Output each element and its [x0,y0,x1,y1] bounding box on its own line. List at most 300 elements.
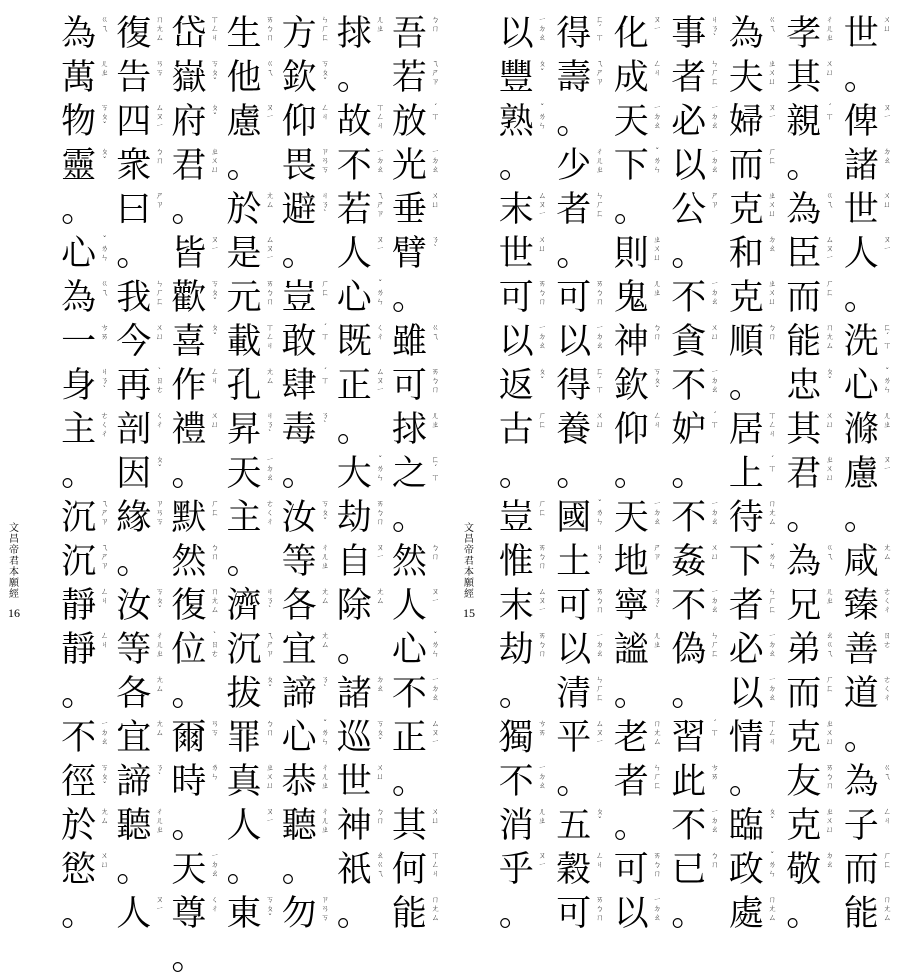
character: 神 [613,322,649,362]
phonetic-guide: ㄨ ㄩ [431,807,440,825]
phonetic-guide: ㄅ ㄇ [653,323,662,341]
character-cell [726,320,778,364]
character: 。 [498,674,534,714]
character: 克 [786,806,822,846]
character: 順 [728,322,764,362]
character-cell [389,848,441,892]
text-column [666,12,724,934]
character-cell [224,672,276,716]
phonetic-guide: ㄌ ㄣ [210,763,219,781]
character-cell [841,56,893,100]
character: 。 [61,674,97,714]
character: 人 [336,234,372,274]
character: 。 [613,190,649,230]
phonetic-guide: ㄎ ㄆ ˇ [100,103,109,130]
character-cell [114,540,166,584]
phonetic-guide: ㄆ ˇ [595,807,604,825]
character: 仰 [281,102,317,142]
character-cell [169,936,221,980]
phonetic-guide: ˋ ㄖ ㄜ [155,367,164,394]
phonetic-guide: ㄆ ˇ [210,103,219,121]
phonetic-guide: ㄅ ㄇ [155,147,164,165]
character-cell [389,408,441,452]
character-cell [114,276,166,320]
phonetic-guide: ㄐ ㄋ ˋ [321,191,330,218]
text-column [278,12,333,934]
character: 下 [613,146,649,186]
character: 心 [281,718,317,758]
phonetic-guide: ㄧ ㄉ ㄠ [710,147,719,174]
character-cell [669,320,721,364]
character-cell [841,144,893,188]
character-cell [114,584,166,628]
character-cell [59,452,111,496]
character: 雖 [391,322,427,362]
phonetic-guide: ㄧ ㄉ ㄠ [595,323,604,350]
character: 處 [728,894,764,934]
character: 人 [391,586,427,626]
character: 為 [61,278,97,318]
character-cell [334,12,386,56]
character: 。 [843,718,879,758]
character-cell [669,804,721,848]
character-cell [554,892,606,936]
phonetic-guide: ㄦ ㄓ [825,587,834,605]
character: 何 [391,850,427,890]
character-cell [389,232,441,276]
character: 心 [336,278,372,318]
character-cell [334,232,386,276]
character-cell [726,672,778,716]
character-cell [334,56,386,100]
phonetic-guide: ㄦ ㄓ [431,411,440,429]
character: 各 [116,674,152,714]
character: 而 [843,850,879,890]
character-cell [784,320,836,364]
character: 妒 [671,410,707,450]
phonetic-guide: ㄙ ㄡ ㄧ [266,235,274,262]
phonetic-guide: ㄧ ㄉ ㄠ [710,499,719,526]
phonetic-guide: ㄉ ㄠ [376,675,385,693]
character-cell [389,452,441,496]
character-cell [279,804,331,848]
character-cell [669,584,721,628]
phonetic-guide: ㄎ ㄆ ˇ [376,719,385,746]
phonetic-guide: ㄅ ㄇ [376,807,385,825]
character: 以 [498,322,534,362]
character-cell [784,760,836,804]
character-cell [784,716,836,760]
character-cell [114,188,166,232]
character-cell [554,848,606,892]
phonetic-guide: ㄡ ㄧ [431,587,440,605]
character-cell [334,760,386,804]
character: 諦 [116,762,152,802]
character: 可 [613,850,649,890]
character: 孔 [226,366,262,406]
page-16 [0,0,457,978]
character-cell [554,496,606,540]
character: 不 [671,586,707,626]
character: 除 [336,586,372,626]
text-column [609,12,667,934]
phonetic-guide: ㄟ ㄕ ㄗ [100,543,109,570]
character: 聽 [116,806,152,846]
character: 以 [613,894,649,934]
character: 吾 [391,14,427,54]
character-cell [114,804,166,848]
phonetic-guide: ㄅ ㄇ [431,543,440,561]
character-cell [669,628,721,672]
character: 默 [171,498,207,538]
phonetic-guide: ㄔ ㄦ ㄓ [155,807,164,834]
phonetic-guide: ㄙ ㄡ ㄧ [538,191,547,218]
phonetic-guide: ㄧ ㄉ ㄠ [710,279,719,306]
character-cell [611,628,663,672]
character: 政 [728,850,764,890]
character: 天 [226,454,262,494]
phonetic-guide: ㄕ ㄗ [653,543,662,561]
text-column [112,12,167,934]
character: 世 [498,234,534,274]
character-cell [114,100,166,144]
character: 待 [728,498,764,538]
character: 諦 [281,674,317,714]
character-cell [334,848,386,892]
phonetic-guide: ㄍ ㄟ [825,191,834,209]
character: 若 [391,58,427,98]
character-cell [59,276,111,320]
phonetic-guide: ㄍ ㄟ [825,543,834,561]
character-cell [224,188,276,232]
character: 宜 [116,718,152,758]
character-cell [611,452,663,496]
character: 時 [171,762,207,802]
character: 孝 [786,14,822,54]
phonetic-guide: ㄧ ㄉ ㄠ [710,103,719,130]
character-cell [169,232,221,276]
character: 為 [786,190,822,230]
phonetic-guide: ㄑ ㄔ [376,323,385,341]
character: 不 [391,674,427,714]
character: 昇 [226,410,262,450]
character: 和 [728,234,764,274]
phonetic-guide: ㄓ ㄨ ㄩ [266,763,274,790]
character: 能 [786,322,822,362]
phonetic-guide: ㄏ ㄈ [825,675,834,693]
phonetic-guide: ˊ ㄒ [321,323,330,341]
character: 然 [171,542,207,582]
character: 。 [843,58,879,98]
character-cell [554,12,606,56]
character: 克 [728,190,764,230]
character: 。 [498,894,534,934]
phonetic-guide: ㄤ ㄙ [266,191,274,209]
character: 東 [226,894,262,934]
character-cell [726,56,778,100]
character-cell [784,188,836,232]
character-cell [611,276,663,320]
character-cell [114,56,166,100]
character-cell [224,452,276,496]
character: 偽 [671,630,707,670]
character: 欽 [281,58,317,98]
character-cell [279,672,331,716]
character-cell [224,716,276,760]
character: 。 [843,278,879,318]
character-cell [169,848,221,892]
character: 。 [728,762,764,802]
phonetic-guide: ㄦ ㄓ [100,59,109,77]
phonetic-guide: ㄤ ㄙ [376,587,385,605]
page-footer [463,523,475,621]
character: 夫 [728,58,764,98]
character: 正 [391,718,427,758]
phonetic-guide: ˇ ㄌ ㄣ [595,499,604,526]
character-cell [784,364,836,408]
character-cell [669,540,721,584]
character-cell [611,144,663,188]
phonetic-guide: ㄇ ㄤ ㄙ [155,15,164,42]
phonetic-guide: ㄡ ㄧ [266,807,274,825]
character-cell [554,276,606,320]
phonetic-guide: ˇ ㄌ ㄣ [376,455,385,482]
character-cell [726,144,778,188]
character: 心 [61,234,97,274]
character-cell [726,12,778,56]
character-cell [784,540,836,584]
phonetic-guide: ㄞ ㄅ ㄇ [825,763,834,790]
phonetic-guide: ㄓ ㄨ ㄩ [825,807,834,834]
character: 沉 [226,630,262,670]
character: 。 [498,454,534,494]
phonetic-guide: ㄍ ㄟ [883,763,892,781]
phonetic-guide: ㄍ ㄟ [266,59,274,77]
phonetic-guide: ㄥ ㄐ [100,587,109,605]
character-cell [726,584,778,628]
character-cell [389,628,441,672]
character-cell [59,628,111,672]
phonetic-guide: ㄐ ㄋ ˋ [100,367,109,394]
character-cell [169,144,221,188]
character-cell [279,320,331,364]
character-cell [224,364,276,408]
character-cell [726,276,778,320]
character: 世 [843,14,879,54]
character: 。 [843,498,879,538]
character: 為 [843,762,879,802]
character: 天 [613,102,649,142]
character: 穀 [556,850,592,890]
character: 慮 [843,454,879,494]
phonetic-guide: ㄗ ㄢ ㄎ [155,499,164,526]
phonetic-guide: ˇ ㄌ ㄣ [100,235,109,262]
character: 臂 [391,234,427,274]
character-cell [611,56,663,100]
character: 恭 [281,762,317,802]
character: 諸 [843,146,879,186]
character: 尊 [171,894,207,934]
character-cell [334,364,386,408]
phonetic-guide: ㄤ ㄙ [883,543,892,561]
character-cell [169,584,221,628]
character-cell [496,56,548,100]
character: 為 [728,14,764,54]
phonetic-guide: ㄨ ㄩ [210,411,219,429]
phonetic-guide: ㄤ ㄙ [321,587,330,605]
character: 等 [116,630,152,670]
character-cell [554,408,606,452]
phonetic-guide: ˇ ㄌ ㄣ [768,543,777,570]
phonetic-guide: ㄧ ㄉ ㄠ [538,15,547,42]
character-cell [784,672,836,716]
phonetic-guide: ㄇ ㄤ ㄙ [768,895,777,922]
character: 。 [226,542,262,582]
character-cell [841,100,893,144]
phonetic-guide: ㄤ ㄙ [321,631,330,649]
character: 。 [671,674,707,714]
phonetic-guide: ㄞ ㄅ ㄇ [266,279,274,306]
character: 婦 [728,102,764,142]
character-cell [496,188,548,232]
phonetic-guide: ㄡ ㄧ [883,235,892,253]
character: 慾 [61,850,97,890]
character: 清 [556,674,592,714]
character-cell [496,232,548,276]
character: 成 [613,58,649,98]
character-cell [496,144,548,188]
character-cell [59,144,111,188]
phonetic-guide: ㄦ ㄓ [538,807,547,825]
character-cell [114,364,166,408]
character-cell [841,804,893,848]
phonetic-guide: ㄏ ㄈ [210,499,219,517]
character-cell [59,408,111,452]
character-cell [669,188,721,232]
character-cell [726,628,778,672]
character-cell [279,628,331,672]
character-cell [496,452,548,496]
character: 世 [843,190,879,230]
character-cell [334,672,386,716]
phonetic-guide: ㄞ ㄅ ㄇ [653,851,662,878]
character-cell [841,188,893,232]
phonetic-guide: ㄧ ㄉ ㄠ [431,147,440,174]
character-cell [334,408,386,452]
phonetic-guide: ㄍ ㄟ [100,15,109,33]
character-cell [496,276,548,320]
character: 豈 [498,498,534,538]
character-cell [554,100,606,144]
character: 載 [226,322,262,362]
character-cell [554,628,606,672]
character: 者 [556,190,592,230]
character-cell [669,12,721,56]
character: 豈 [281,278,317,318]
character: 。 [391,498,427,538]
character: 毒 [281,410,317,450]
character: 不 [498,762,534,802]
character-cell [841,672,893,716]
character: 濟 [226,586,262,626]
character-cell [224,12,276,56]
character-cell [611,760,663,804]
character: 之 [391,454,427,494]
character-cell [841,364,893,408]
character: 畏 [281,146,317,186]
phonetic-guide: ㄣ ㄏ ㄈ [321,15,330,42]
character-cell [389,760,441,804]
character-cell [114,892,166,936]
character: 衆 [116,146,152,186]
character-cell [59,584,111,628]
character: 。 [391,762,427,802]
page-footer [8,523,20,621]
phonetic-guide: ㄋ ˋ [321,411,330,429]
character-cell [726,540,778,584]
character: 得 [556,366,592,406]
phonetic-guide: ㄨ ㄩ [883,191,892,209]
phonetic-guide: ˋ ㄖ ㄜ [210,631,219,658]
phonetic-guide: ˇ ㄌ ㄣ [653,147,662,174]
character-cell [554,760,606,804]
character-cell [389,100,441,144]
character-cell [169,188,221,232]
character-cell [726,100,778,144]
character: 祇 [336,850,372,890]
character: 而 [786,674,822,714]
character: 。 [281,234,317,274]
phonetic-guide: ㄧ ㄉ ㄠ [768,631,777,658]
character-cell [224,232,276,276]
character-cell [279,12,331,56]
phonetic-guide: ㄨ ㄩ [155,323,164,341]
phonetic-guide: ㄏ ㄈ [768,147,777,165]
character-cell [334,804,386,848]
character: 拔 [226,674,262,714]
phonetic-guide: ㄣ ㄏ ㄈ [768,587,777,614]
character: 汝 [281,498,317,538]
character-cell [114,716,166,760]
phonetic-guide: ㄍ ㄟ [431,323,440,341]
phonetic-guide: ㄎ ㄆ ˇ [266,895,274,922]
character-cell [224,496,276,540]
phonetic-guide: ㄎ ㄆ ˇ [100,763,109,790]
phonetic-guide: ㄉ ㄠ [825,851,834,869]
character: 告 [116,58,152,98]
character: 天 [613,498,649,538]
phonetic-guide: ㄐ ㄋ ˋ [595,543,604,570]
character-cell [224,540,276,584]
character: 人 [116,894,152,934]
character-cell [841,760,893,804]
character: 再 [116,366,152,406]
character-cell [841,276,893,320]
character-cell [169,276,221,320]
character: 然 [391,542,427,582]
phonetic-guide: ㄍ ㄟ [768,15,777,33]
character-cell [611,848,663,892]
character-cell [554,364,606,408]
character-cell [784,628,836,672]
phonetic-guide: ㄞ ㄅ ㄇ [595,587,604,614]
phonetic-guide: ㄙ ㄡ ㄧ [376,367,385,394]
character-cell [59,848,111,892]
character: 必 [728,630,764,670]
character-cell [169,56,221,100]
character: 剖 [116,410,152,450]
character-cell [59,496,111,540]
